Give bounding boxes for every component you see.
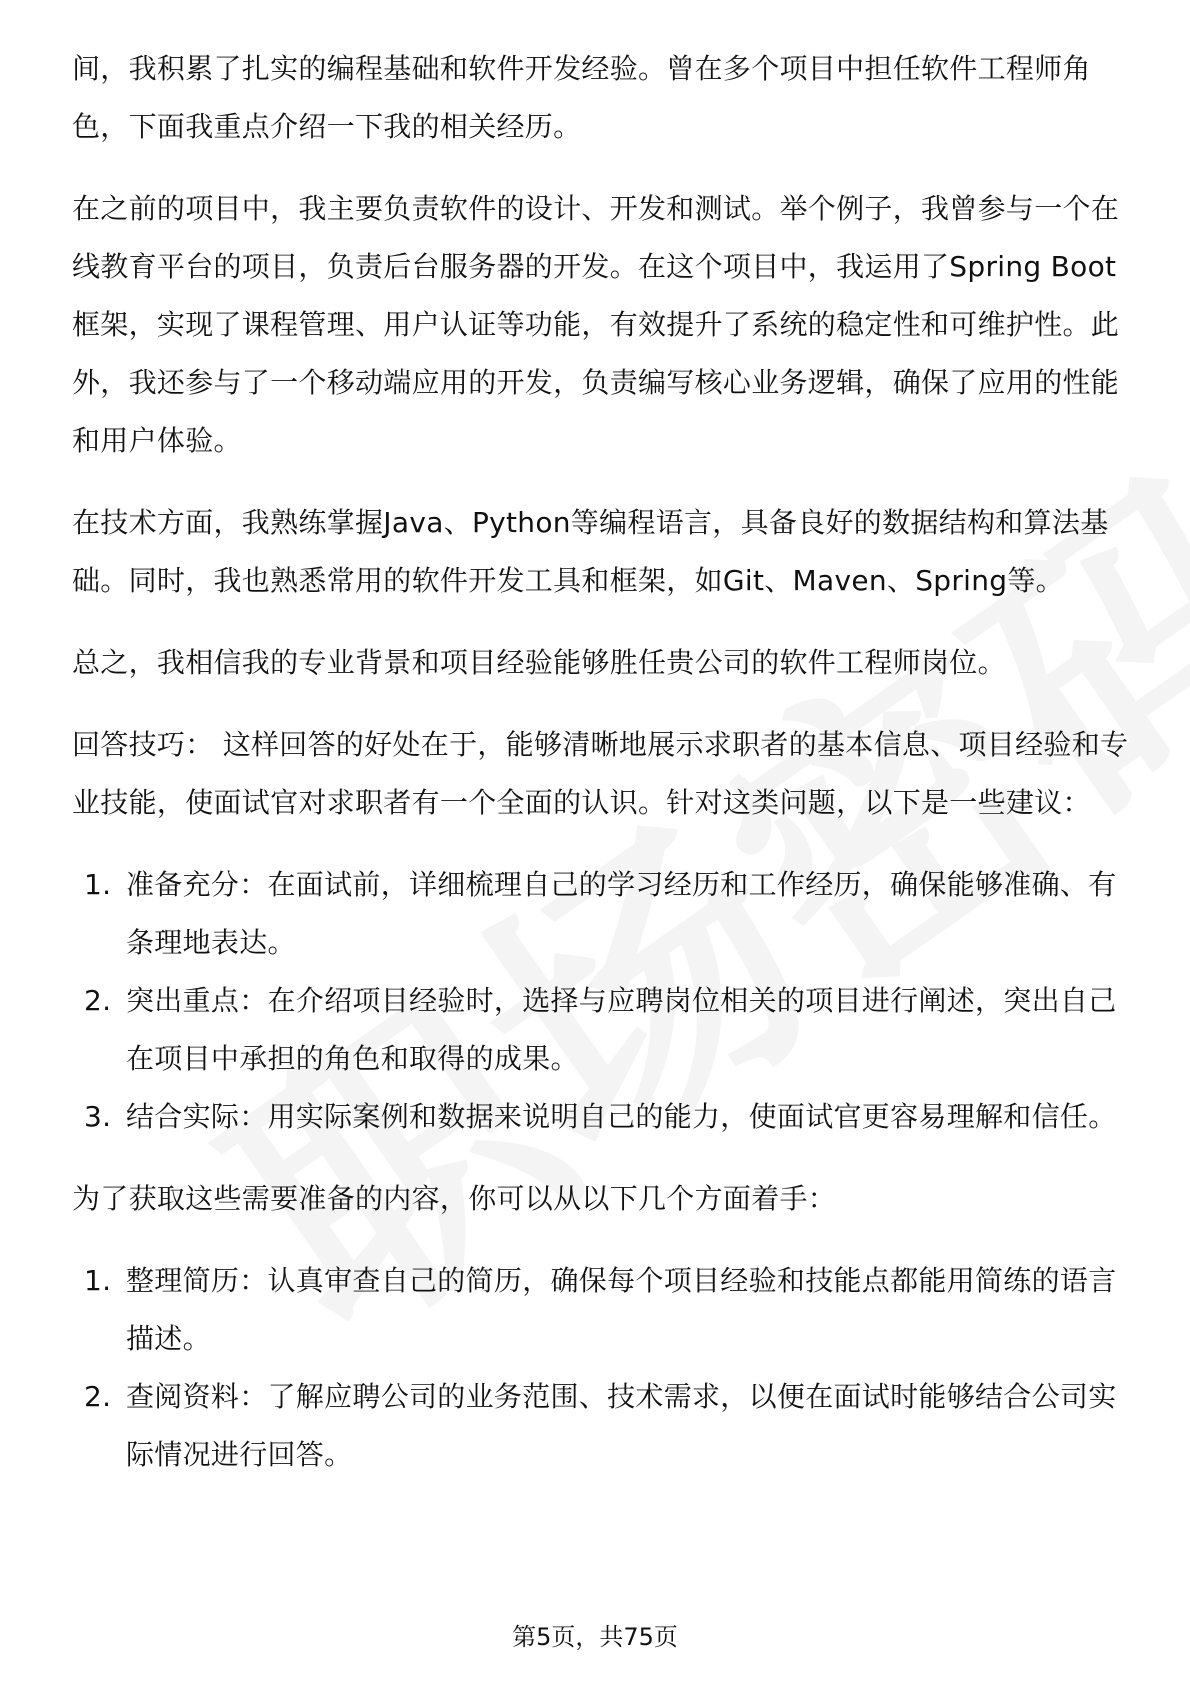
list-number: 3. [84,1100,112,1133]
list-text: 准备充分：在面试前，详细梳理自己的学习经历和工作经历，确保能够准确、有条理地表达。 [126,868,1117,959]
paragraph-project-experience: 在之前的项目中，我主要负责软件的设计、开发和测试。举个例子，我曾参与一个在线教育平台的项目，负责后台服务器的开发。在这个项目中，我运用了Spring Boot框架，实现了课程管理、用户认证等功能，有效提升了系统的稳定性和可维护性。此外，我还参与了一个移动端应用的开发，负责编写核心业务逻辑，确保了应用的性能和用户体验。 [72,192,1120,457]
list-text: 整理简历：认真审查自己的简历，确保每个项目经验和技能点都能用简练的语言描述。 [126,1264,1117,1355]
list-text: 突出重点：在介绍项目经验时，选择与应聘岗位相关的项目进行阐述，突出自己在项目中承担的角色和取得的成果。 [126,984,1117,1075]
paragraph-technical-skills: 在技术方面，我熟练掌握Java、Python等编程语言，具备良好的数据结构和算法基础。同时，我也熟悉常用的软件开发工具和框架，如Git、Maven、Spring等。 [72,506,1109,597]
list-item [72,1088,1132,1146]
list-item [72,972,1132,1088]
list-number: 1. [84,868,112,901]
list-item [72,1252,1132,1368]
page-indicator: 第5页，共75页 [512,1623,678,1651]
document-body [72,40,1132,1508]
list-number: 2. [84,984,112,1017]
paragraph-intro-continued: 间，我积累了扎实的编程基础和软件开发经验。曾在多个项目中担任软件工程师角色，下面我重点介绍一下我的相关经历。 [72,52,1091,143]
paragraph-conclusion: 总之，我相信我的专业背景和项目经验能够胜任贵公司的软件工程师岗位。 [72,646,1006,679]
list-text: 查阅资料：了解应聘公司的业务范围、技术需求，以便在面试时能够结合公司实际情况进行回答。 [126,1380,1117,1471]
tips-list [72,856,1132,1146]
list-item [72,856,1132,972]
list-number: 2. [84,1380,112,1413]
list-number: 1. [84,1264,112,1297]
paragraph-preparation-intro: 为了获取这些需要准备的内容，你可以从以下几个方面着手： [72,1182,837,1215]
list-item [72,1368,1132,1484]
preparation-list [72,1252,1132,1484]
paragraph-answer-tips: 回答技巧： 这样回答的好处在于，能够清晰地展示求职者的基本信息、项目经验和专业技能，使面试官对求职者有一个全面的认识。针对这类问题，以下是一些建议： [72,728,1129,819]
list-text: 结合实际：用实际案例和数据来说明自己的能力，使面试官更容易理解和信任。 [126,1100,1117,1133]
